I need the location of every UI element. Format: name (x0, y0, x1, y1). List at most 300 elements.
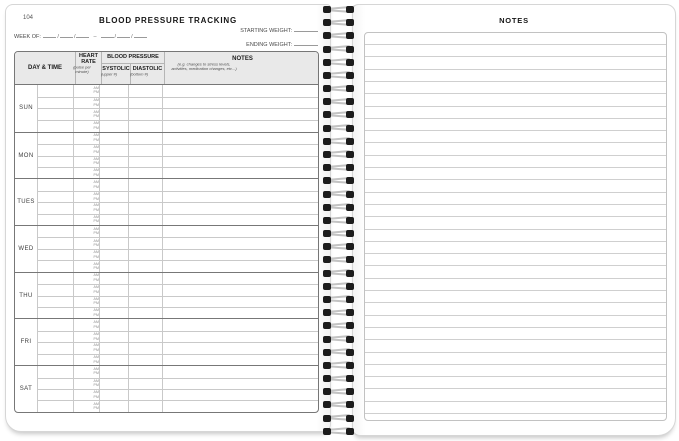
time-cell (37, 168, 73, 178)
time-cell (37, 133, 73, 144)
time-slot-row (37, 296, 318, 307)
systolic-cell (99, 285, 128, 295)
am-label: AM (93, 168, 99, 173)
am-pm-label (88, 98, 99, 107)
systolic-cell (99, 157, 128, 167)
am-label: AM (93, 145, 99, 150)
diastolic-cell (128, 285, 162, 295)
pm-label: PM (93, 266, 99, 271)
binding-hole-left (323, 111, 331, 118)
header-heart-rate: HEART RATE (pulse per minute) (75, 52, 101, 84)
notes-entry-cell (162, 109, 318, 120)
ruled-line (365, 93, 666, 94)
time-cell (37, 390, 73, 400)
am-label: AM (93, 308, 99, 313)
heart-rate-cell (73, 145, 99, 155)
systolic-cell (99, 168, 128, 178)
am-pm-label (88, 169, 99, 178)
heart-rate-cell (73, 203, 99, 213)
binding-hole-right (346, 164, 354, 171)
am-pm-label (88, 239, 99, 248)
time-cell (37, 308, 73, 318)
diastolic-cell (128, 332, 162, 342)
spiral-coil (319, 335, 361, 344)
am-pm-label (88, 332, 99, 341)
binding-hole-right (346, 72, 354, 79)
heart-rate-cell (73, 261, 99, 271)
binding-hole-right (346, 375, 354, 382)
spiral-coil (319, 374, 361, 383)
header-notes: NOTES (e.g. changes to stress levels, activities, medication changes, etc...) (164, 52, 319, 84)
binding-hole-right (346, 349, 354, 356)
day-block-wed (15, 225, 318, 272)
notes-entry-cell (162, 261, 318, 271)
am-label: AM (93, 402, 99, 406)
heart-rate-cell (73, 355, 99, 365)
time-slot-row (37, 307, 318, 318)
diastolic-cell (128, 133, 162, 144)
time-cell (37, 343, 73, 353)
pm-label: PM (93, 197, 99, 201)
notes-box (364, 32, 667, 421)
am-label: AM (93, 320, 99, 325)
left-page (5, 4, 331, 432)
time-slot-row (37, 319, 318, 330)
header-notes-sub: (e.g. changes to stress levels, activities, medication changes, etc...) (171, 62, 237, 72)
day-block-tues (15, 178, 318, 225)
time-slot-row (37, 179, 318, 190)
heart-rate-cell (73, 379, 99, 389)
systolic-cell (99, 355, 128, 365)
ruled-line (365, 364, 666, 365)
am-label: AM (93, 379, 99, 383)
diastolic-cell (128, 98, 162, 109)
spiral-coil (319, 97, 361, 106)
day-label: THU (19, 292, 33, 299)
binding-hole-right (346, 243, 354, 250)
binding-hole-right (346, 204, 354, 211)
systolic-cell (99, 297, 128, 307)
notes-entry-cell (162, 168, 318, 178)
am-pm-label (88, 402, 99, 411)
binding-hole-right (346, 85, 354, 92)
ruled-line (365, 265, 666, 266)
binding-hole-left (323, 72, 331, 79)
diastolic-cell (128, 168, 162, 178)
spiral-coil (319, 18, 361, 27)
heart-rate-cell (73, 98, 99, 109)
page-number: 104 (23, 15, 34, 21)
time-cell (37, 319, 73, 330)
am-label: AM (93, 344, 99, 348)
bp-table-body (15, 85, 318, 412)
page-title: BLOOD PRESSURE TRACKING (99, 16, 237, 25)
day-cell (15, 226, 37, 272)
systolic-cell (99, 401, 128, 411)
am-pm-label (88, 146, 99, 155)
am-pm-label (88, 251, 99, 260)
am-label: AM (93, 262, 99, 266)
time-slot-row (37, 284, 318, 295)
heart-rate-cell (73, 133, 99, 144)
diastolic-cell (128, 203, 162, 213)
pm-label: PM (93, 325, 99, 329)
week-start-blank-3 (73, 33, 89, 40)
date-slash: / (114, 34, 117, 40)
spiral-coil (319, 400, 361, 409)
ruled-line (365, 69, 666, 70)
diastolic-cell (128, 366, 162, 377)
day-rows (37, 179, 318, 225)
diastolic-cell (128, 250, 162, 260)
am-pm-label (88, 204, 99, 213)
day-block-thu (15, 272, 318, 319)
week-of-row (14, 33, 148, 40)
day-rows (37, 85, 318, 132)
notes-entry-cell (162, 121, 318, 132)
range-dash: – (93, 34, 97, 40)
systolic-cell (99, 192, 128, 202)
time-slot-row (37, 85, 318, 97)
systolic-cell (99, 238, 128, 248)
diastolic-cell (128, 355, 162, 365)
header-day-time: DAY & TIME (27, 64, 62, 71)
ruled-line (365, 229, 666, 230)
right-page (352, 4, 676, 436)
time-cell (37, 250, 73, 260)
systolic-cell (99, 133, 128, 144)
binding-hole-left (323, 309, 331, 316)
day-block-sat (15, 365, 318, 412)
ruled-line (365, 401, 666, 402)
binding-hole-right (346, 362, 354, 369)
header-blood-pressure: BLOOD PRESSURE (101, 52, 164, 64)
diastolic-cell (128, 121, 162, 132)
notes-title: NOTES (499, 16, 529, 25)
binding-hole-left (323, 125, 331, 132)
diastolic-cell (128, 308, 162, 318)
binding-hole-right (346, 283, 354, 290)
day-block-fri (15, 318, 318, 365)
binding-hole-left (323, 217, 331, 224)
spiral-coil (319, 216, 361, 225)
time-cell (37, 238, 73, 248)
ruled-line (365, 155, 666, 156)
spiral-coil (319, 45, 361, 54)
binding-hole-left (323, 428, 331, 435)
pm-label: PM (93, 103, 99, 107)
heart-rate-cell (73, 250, 99, 260)
am-pm-label (88, 367, 99, 376)
time-cell (37, 179, 73, 190)
notes-entry-cell (162, 297, 318, 307)
day-cell (15, 179, 37, 225)
week-start-blank-1 (43, 33, 56, 38)
pm-label: PM (93, 150, 99, 154)
binding-hole-left (323, 46, 331, 53)
binding-hole-right (346, 230, 354, 237)
spiral-coil (319, 361, 361, 370)
systolic-cell (99, 98, 128, 109)
heart-rate-cell (73, 273, 99, 284)
heart-rate-cell (73, 121, 99, 132)
time-cell (37, 366, 73, 377)
spiral-coil (319, 163, 361, 172)
time-slot-row (37, 342, 318, 353)
ruled-line (365, 290, 666, 291)
am-label: AM (93, 133, 99, 138)
spiral-coil (319, 124, 361, 133)
day-block-sun (15, 85, 318, 132)
spiral-coil (319, 84, 361, 93)
notes-entry-cell (162, 308, 318, 318)
pm-label: PM (93, 126, 99, 130)
ruled-line (365, 339, 666, 340)
spiral-binding (319, 0, 361, 441)
day-cell (15, 133, 37, 179)
notes-entry-cell (162, 179, 318, 190)
am-label: AM (93, 98, 99, 103)
binding-hole-left (323, 296, 331, 303)
weight-fields (240, 27, 318, 54)
spiral-coil (319, 58, 361, 67)
systolic-cell (99, 250, 128, 260)
time-slot-row (37, 226, 318, 237)
week-end-blank-1 (101, 33, 114, 38)
systolic-cell (99, 273, 128, 284)
day-rows (37, 273, 318, 319)
time-slot-row (37, 202, 318, 213)
day-cell (15, 366, 37, 412)
pm-label: PM (93, 219, 99, 224)
bp-table-header (15, 52, 318, 85)
am-label: AM (93, 285, 99, 290)
diastolic-cell (128, 401, 162, 411)
ruled-line (365, 315, 666, 316)
pm-label: PM (93, 278, 99, 283)
pm-label: PM (93, 255, 99, 259)
ruled-line (365, 302, 666, 303)
time-cell (37, 401, 73, 411)
diastolic-cell (128, 157, 162, 167)
binding-hole-left (323, 256, 331, 263)
binding-hole-right (346, 59, 354, 66)
systolic-cell (99, 261, 128, 271)
day-label: FRI (20, 339, 32, 346)
time-slot-row (37, 331, 318, 342)
diastolic-cell (128, 261, 162, 271)
binding-hole-right (346, 151, 354, 158)
time-slot-row (37, 133, 318, 144)
notes-entry-cell (162, 319, 318, 330)
binding-hole-left (323, 85, 331, 92)
systolic-cell (99, 319, 128, 330)
am-pm-label (88, 297, 99, 306)
am-label: AM (93, 250, 99, 255)
notes-entry-cell (162, 238, 318, 248)
binding-hole-right (346, 388, 354, 395)
systolic-cell (99, 109, 128, 120)
heart-rate-cell (73, 109, 99, 120)
am-label: AM (93, 227, 99, 231)
binding-hole-right (346, 19, 354, 26)
ending-weight-label: ENDING WEIGHT: (246, 41, 292, 48)
binding-hole-left (323, 177, 331, 184)
systolic-cell (99, 390, 128, 400)
binding-hole-right (346, 125, 354, 132)
systolic-cell (99, 343, 128, 353)
time-slot-row (37, 108, 318, 120)
am-label: AM (93, 390, 99, 395)
am-label: AM (93, 180, 99, 185)
pm-label: PM (93, 114, 99, 119)
heart-rate-cell (73, 297, 99, 307)
binding-hole-left (323, 19, 331, 26)
spiral-coil (319, 308, 361, 317)
am-pm-label (88, 134, 99, 143)
notes-entry-cell (162, 401, 318, 411)
pm-label: PM (93, 313, 99, 317)
binding-hole-right (346, 428, 354, 435)
am-label: AM (93, 239, 99, 243)
heart-rate-cell (73, 168, 99, 178)
spiral-coil (319, 150, 361, 159)
time-cell (37, 98, 73, 109)
notes-entry-cell (162, 355, 318, 365)
binding-hole-right (346, 336, 354, 343)
spiral-coil (319, 31, 361, 40)
day-rows (37, 133, 318, 179)
time-slot-row (37, 400, 318, 411)
systolic-cell (99, 215, 128, 225)
time-cell (37, 379, 73, 389)
time-cell (37, 226, 73, 237)
am-pm-label (88, 262, 99, 271)
spiral-coil (319, 71, 361, 80)
header-diastolic: DIASTOLIC (bottom #) (130, 64, 164, 84)
ruled-line (365, 142, 666, 143)
binding-hole-left (323, 98, 331, 105)
time-slot-row (37, 237, 318, 248)
am-pm-label (88, 215, 99, 224)
ruled-line (365, 241, 666, 242)
notes-entry-cell (162, 133, 318, 144)
binding-hole-right (346, 256, 354, 263)
systolic-cell (99, 85, 128, 97)
time-slot-row (37, 354, 318, 365)
pm-label: PM (93, 337, 99, 341)
time-slot-row (37, 120, 318, 132)
ruled-line (365, 253, 666, 254)
am-pm-label (88, 227, 99, 236)
time-cell (37, 297, 73, 307)
binding-hole-left (323, 283, 331, 290)
time-cell (37, 332, 73, 342)
binding-hole-right (346, 415, 354, 422)
time-slot-row (37, 144, 318, 155)
spiral-coil (319, 110, 361, 119)
header-diastolic-sub: (bottom #) (130, 72, 149, 77)
spiral-coil (319, 414, 361, 423)
pm-label: PM (93, 395, 99, 399)
binding-hole-left (323, 401, 331, 408)
date-slash: / (131, 34, 133, 40)
spiral-coil (319, 269, 361, 278)
am-label: AM (93, 332, 99, 337)
pm-label: PM (93, 406, 99, 411)
time-cell (37, 203, 73, 213)
heart-rate-cell (73, 157, 99, 167)
heart-rate-cell (73, 366, 99, 377)
heart-rate-cell (73, 308, 99, 318)
week-of-label: WEEK OF: (14, 34, 41, 40)
starting-weight-blank (294, 27, 318, 32)
ending-weight-blank (294, 41, 318, 46)
ruled-line (365, 388, 666, 389)
diastolic-cell (128, 85, 162, 97)
diastolic-cell (128, 297, 162, 307)
pm-label: PM (93, 161, 99, 166)
time-slot-row (37, 214, 318, 225)
binding-hole-left (323, 322, 331, 329)
spiral-coil (319, 282, 361, 291)
spiral-coil (319, 176, 361, 185)
binding-hole-right (346, 309, 354, 316)
pm-label: PM (93, 360, 99, 364)
heart-rate-cell (73, 343, 99, 353)
week-end-blank-2 (114, 33, 130, 40)
am-label: AM (93, 274, 99, 278)
binding-hole-left (323, 362, 331, 369)
notes-entry-cell (162, 98, 318, 109)
heart-rate-cell (73, 319, 99, 330)
spiral-coil (319, 321, 361, 330)
time-slot-row (37, 97, 318, 109)
spiral-coil (319, 387, 361, 396)
starting-weight-label: STARTING WEIGHT: (240, 28, 292, 34)
heart-rate-cell (73, 285, 99, 295)
time-cell (37, 85, 73, 97)
diastolic-cell (128, 179, 162, 190)
binding-hole-left (323, 191, 331, 198)
pm-label: PM (93, 371, 99, 376)
time-cell (37, 215, 73, 225)
ruled-line (365, 204, 666, 205)
day-rows (37, 319, 318, 365)
binding-hole-right (346, 401, 354, 408)
am-pm-label (88, 321, 99, 330)
binding-hole-right (346, 6, 354, 13)
ruled-line (365, 118, 666, 119)
diastolic-cell (128, 226, 162, 237)
systolic-cell (99, 203, 128, 213)
time-slot-row (37, 249, 318, 260)
ruled-line (365, 216, 666, 217)
time-cell (37, 145, 73, 155)
time-cell (37, 157, 73, 167)
am-label: AM (93, 121, 99, 126)
diastolic-cell (128, 379, 162, 389)
pm-label: PM (93, 208, 99, 213)
binding-hole-left (323, 375, 331, 382)
notes-entry-cell (162, 273, 318, 284)
heart-rate-cell (73, 85, 99, 97)
am-pm-label (88, 391, 99, 400)
am-pm-label (88, 274, 99, 283)
heart-rate-cell (73, 332, 99, 342)
day-label: TUES (17, 199, 35, 206)
am-pm-label (88, 122, 99, 131)
